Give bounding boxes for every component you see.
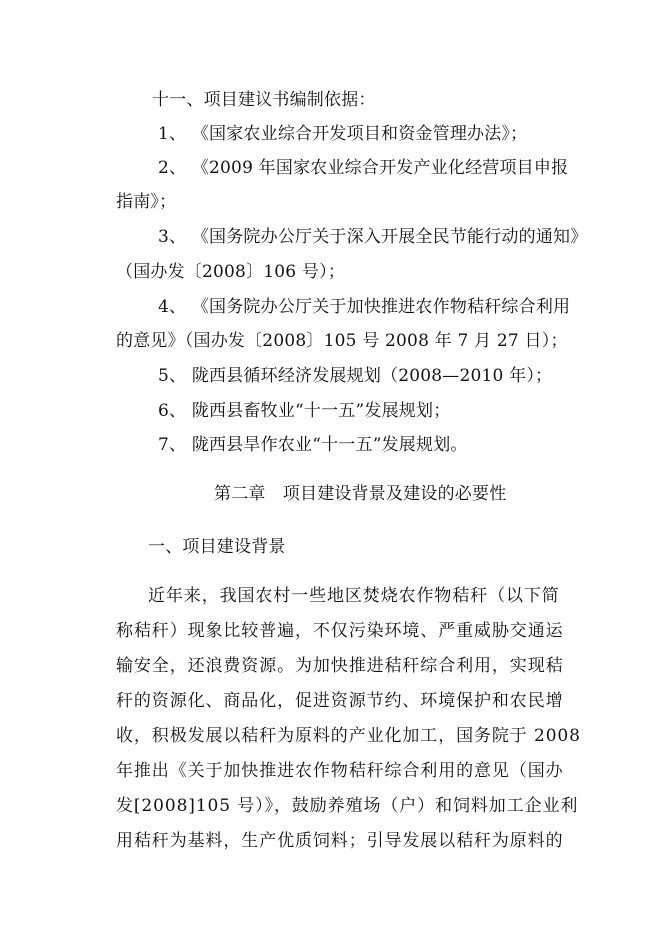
reference-item: 6、 陇西县畜牧业“十一五”发展规划；: [158, 401, 451, 421]
body-paragraph-line: 用秸秆为基料，生产优质饲料；引导发展以秸秆为原料的: [116, 831, 564, 851]
reference-item-continuation: 的意见》（国办发〔2008〕105 号 2008 年 7 月 27 日）；: [116, 331, 568, 351]
body-paragraph-line: 称秸秆）现象比较普遍，不仅污染环境、严重威胁交通运: [116, 621, 564, 641]
body-paragraph-line: 秆的资源化、商品化，促进资源节约、环境保护和农民增: [116, 691, 564, 711]
reference-item: 5、 陇西县循环经济发展规划（2008—2010 年）；: [158, 366, 553, 386]
reference-item-continuation: （国办发〔2008〕106 号）；: [116, 262, 346, 282]
section-heading: 一、项目建设背景: [148, 537, 286, 557]
chapter-title: 第二章 项目建设背景及建设的必要性: [214, 484, 507, 504]
body-paragraph-line: 年推出《关于加快推进农作物秸秆综合利用的意见（国办: [116, 761, 564, 781]
reference-item: 1、 《国家农业综合开发项目和资金管理办法》；: [158, 124, 528, 144]
reference-item: 4、 《国务院办公厅关于加快推进农作物秸秆综合利用: [158, 297, 571, 317]
reference-item-continuation: 指南》；: [116, 192, 177, 212]
section-heading: 十一、项目建议书编制依据：: [152, 90, 376, 110]
body-paragraph-line: 近年来，我国农村一些地区焚烧农作物秸秆（以下简: [148, 586, 560, 606]
reference-item: 7、 陇西县旱作农业“十一五”发展规划。: [158, 435, 468, 455]
body-paragraph-line: 发[2008]105 号）》，鼓励养殖场（户）和饲料加工企业利: [116, 796, 579, 816]
body-paragraph-line: 收，积极发展以秸秆为原料的产业化加工，国务院于 2008: [116, 726, 581, 746]
reference-item: 2、 《2009 年国家农业综合开发产业化经营项目申报: [158, 158, 569, 178]
reference-item: 3、 《国务院办公厅关于深入开展全民节能行动的通知》: [158, 227, 588, 247]
body-paragraph-line: 输安全，还浪费资源。为加快推进秸秆综合利用，实现秸: [116, 656, 564, 676]
